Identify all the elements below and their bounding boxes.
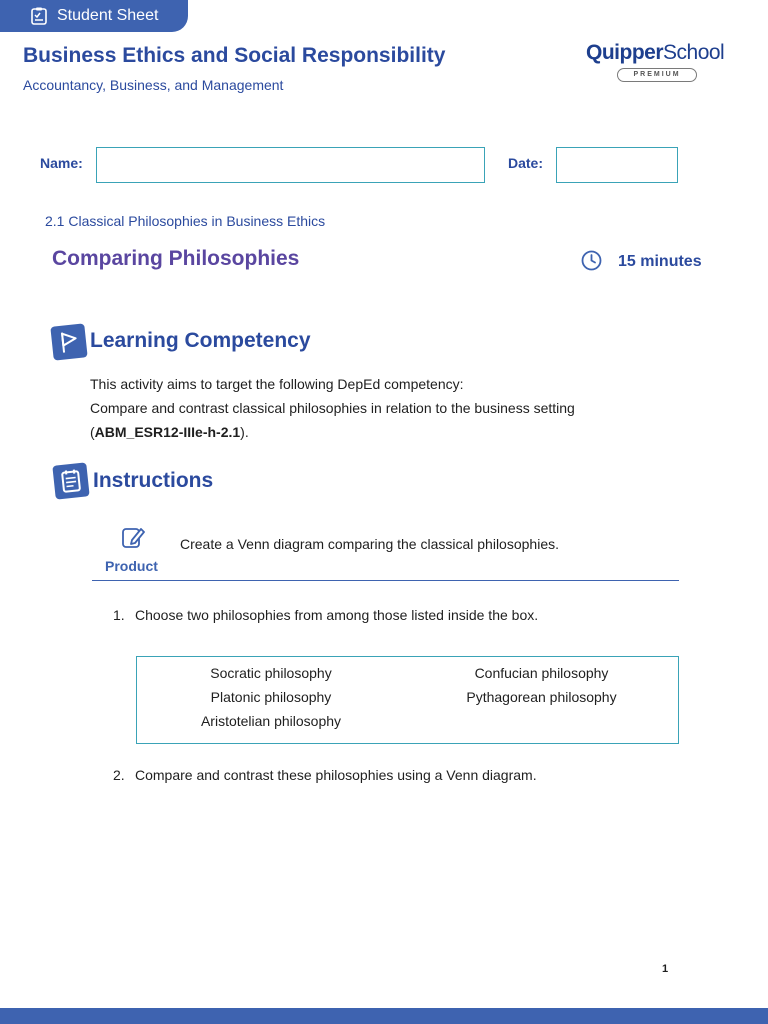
philosophy-item: Aristotelian philosophy <box>200 713 342 729</box>
philosophy-item: Socratic philosophy <box>210 665 332 681</box>
quipper-school-logo <box>586 41 728 82</box>
logo-tier-badge: PREMIUM <box>617 68 697 82</box>
philosophy-item: Pythagorean philosophy <box>466 689 617 705</box>
philosophy-item: Platonic philosophy <box>210 689 332 705</box>
philosophies-left-column <box>137 661 405 733</box>
product-label: Product <box>105 558 158 574</box>
instruction-step-1 <box>113 607 538 623</box>
date-field[interactable] <box>556 147 678 183</box>
competency-code-open: ( <box>90 424 95 440</box>
footer-bar <box>0 1008 768 1024</box>
step-number: 2. <box>113 767 125 783</box>
activity-title: Comparing Philosophies <box>52 247 300 270</box>
date-label: Date: <box>508 155 544 171</box>
instructions-heading: Instructions <box>93 469 214 492</box>
philosophies-box <box>136 656 679 744</box>
course-title: Business Ethics and Social Responsibility <box>23 44 446 67</box>
section-reference: 2.1 Classical Philosophies in Business Ethics <box>45 213 326 229</box>
instruction-step-2 <box>113 767 537 783</box>
step-number: 1. <box>113 607 125 623</box>
competency-statement: Compare and contrast classical philosophies in relation to the business setting <box>90 400 575 416</box>
product-description: Create a Venn diagram comparing the classical philosophies. <box>180 536 559 552</box>
tab-label: Student Sheet <box>57 7 159 24</box>
clock-icon <box>581 250 602 271</box>
logo-brand-light: School <box>663 41 725 64</box>
edit-icon <box>121 525 145 549</box>
course-subtitle: Accountancy, Business, and Management <box>23 77 284 93</box>
competency-intro: This activity aims to target the following DepEd competency: <box>90 376 464 392</box>
section-divider <box>92 580 679 581</box>
name-label: Name: <box>40 155 83 171</box>
philosophy-item: Confucian philosophy <box>474 665 609 681</box>
step-text: Choose two philosophies from among those listed inside the box. <box>135 607 539 623</box>
learning-competency-text <box>90 372 678 444</box>
notepad-icon <box>52 462 89 499</box>
learning-competency-heading: Learning Competency <box>90 329 311 352</box>
competency-code-close: ). <box>240 424 249 440</box>
activity-duration: 15 minutes <box>618 253 702 270</box>
page-number: 1 <box>662 963 669 975</box>
student-sheet-tab <box>0 0 188 32</box>
flag-icon <box>50 323 87 360</box>
checklist-icon <box>30 7 48 25</box>
name-field[interactable] <box>96 147 485 183</box>
competency-code: ABM_ESR12-IIIe-h-2.1 <box>94 424 241 440</box>
philosophies-right-column <box>405 661 678 709</box>
logo-brand-bold: Quipper <box>586 41 664 64</box>
step-text: Compare and contrast these philosophies using a Venn diagram. <box>135 767 537 783</box>
